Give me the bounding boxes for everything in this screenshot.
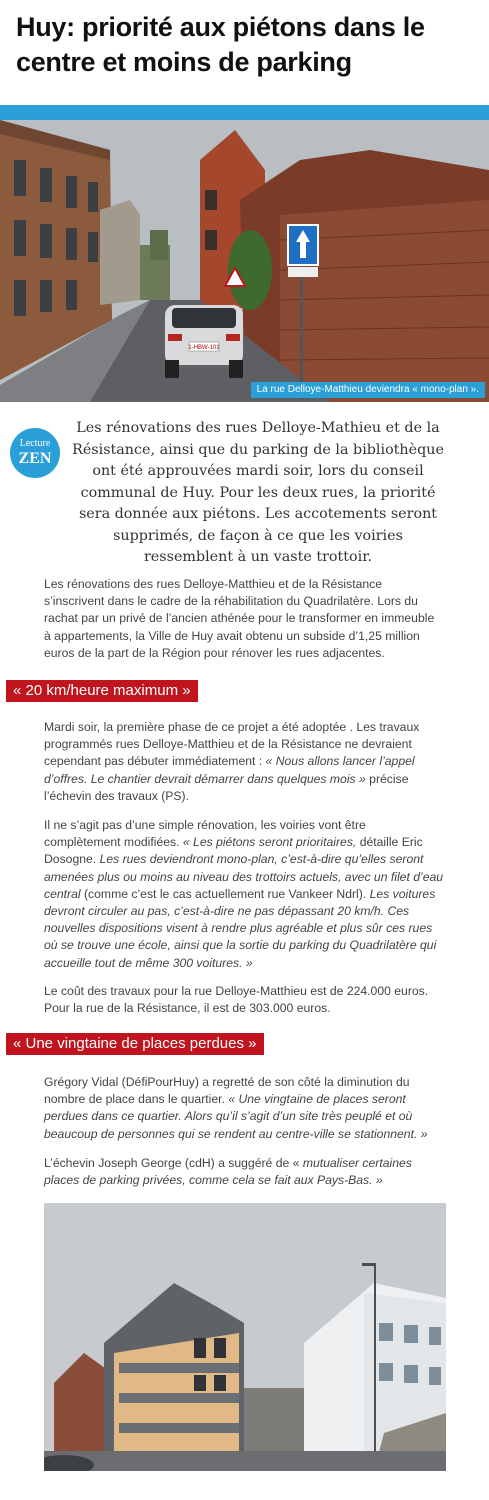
paragraph-1: Les rénovations des rues Delloye-Matthieu et de la Résistance s’inscrivent dans le cadre de la réhabilitation du Quadrilatère. Lors du rachat par un privé de l’ancien athénée pour le transformer en immeuble à appartements, la Ville de Huy avait obtenu un subside d’1,25 million euros de la part de la Région pour rénover les rues adjacentes. [44,577,435,660]
article-headline: Huy: priorité aux piétons dans le centre et moins de parking [16,12,425,77]
p3-quote-d: Les rues deviendront mono-plan, c’est-à-dire qu’elles seront amenées plus ou moins au niveau des trottoirs actuels, avec un filet d’eau central [44,852,444,901]
badge-line1: Lecture [19,438,51,449]
street-scene-illustration [0,120,489,402]
license-plate: 1-HBW-101 [188,345,220,351]
paragraph-2 [44,719,444,805]
p3-text-a: Il ne s’agit pas d’une simple rénovation, les voiries vont être complètement modifiées. [44,818,366,850]
p6-quote: mutualiser certaines places de parking privées, comme cela se fait aux Pays-Bas. » [44,1156,412,1188]
buildings-illustration [44,1203,446,1471]
subheading-20kmh: « 20 km/heure maximum » [6,680,198,702]
p2-quote: « Nous allons lancer l’appel d’offres. Le chantier devrait démarrer dans quelques mois » [44,754,415,786]
paragraph-3 [44,817,444,972]
p2-text-a: Mardi soir, la première phase de ce projet a été adoptée . Les travaux programmés rues Delloye-Matthieu et de la Résistance ne devraient cependant pas débuter immédiatement : [44,720,420,769]
subheading-places-perdues: « Une vingtaine de places perdues » [6,1033,264,1055]
p3-text-c: détaille Eric Dosogne. [44,835,423,867]
p3-text-e: (comme c’est le cas actuellement rue Vankeer Ndrl). [80,886,370,901]
photo-top-bar [0,105,489,120]
paragraph-6 [44,1155,444,1189]
p5-text-a: Grégory Vidal (DéfiPourHuy) a regretté de son côté la diminution du nombre de place dans le quartier. [44,1075,410,1107]
p3-quote-b: « Les piétons seront prioritaires, [182,835,357,850]
buildings-photo[interactable] [44,1203,446,1471]
lecture-zen-badge[interactable] [10,428,60,478]
paragraph-4: Le coût des travaux pour la rue Delloye-Matthieu est de 224.000 euros. Pour la rue de la Résistance, il est de 303.000 euros. [44,984,429,1016]
p2-text-c: précise l’échevin des travaux (PS). [44,771,409,803]
paragraph-5 [44,1074,444,1143]
hero-photo[interactable] [0,120,489,402]
p6-text-a: L’échevin Joseph George (cdH) a suggéré de « [44,1156,303,1170]
badge-line2: ZEN [18,450,52,467]
p5-quote: « Une vingtaine de places seront perdues dans ce quartier. Alors qu’il s’agit d’un site très peuplé et où beaucoup de personnes qui se rendent au centre-ville se stationnent. » [44,1092,428,1141]
p3-quote-f: Les voitures devront circuler au pas, c’est-à-dire ne pas dépassant 20 km/h. Ces nouvelles dispositions visent à rendre plus agréable et plus sûr ces rues où se trouve une école, ainsi que la sortie du parking du Quadrilatère qui accueille tout de même 300 voitures. » [44,886,437,970]
article-intro: Les rénovations des rues Delloye-Mathieu et de la Résistance, ainsi que du parking de la bibliothèque ont été approuvées mardi soir, lors du conseil communal de Huy. Pour les deux rues, la priorité sera donnée aux piétons. Les accotements seront supprimés, de façon à ce que les voiries ressemblent à un vaste trottoir. [72,420,444,565]
photo-caption: La rue Delloye-Matthieu deviendra « mono-plan ». [251,382,485,398]
